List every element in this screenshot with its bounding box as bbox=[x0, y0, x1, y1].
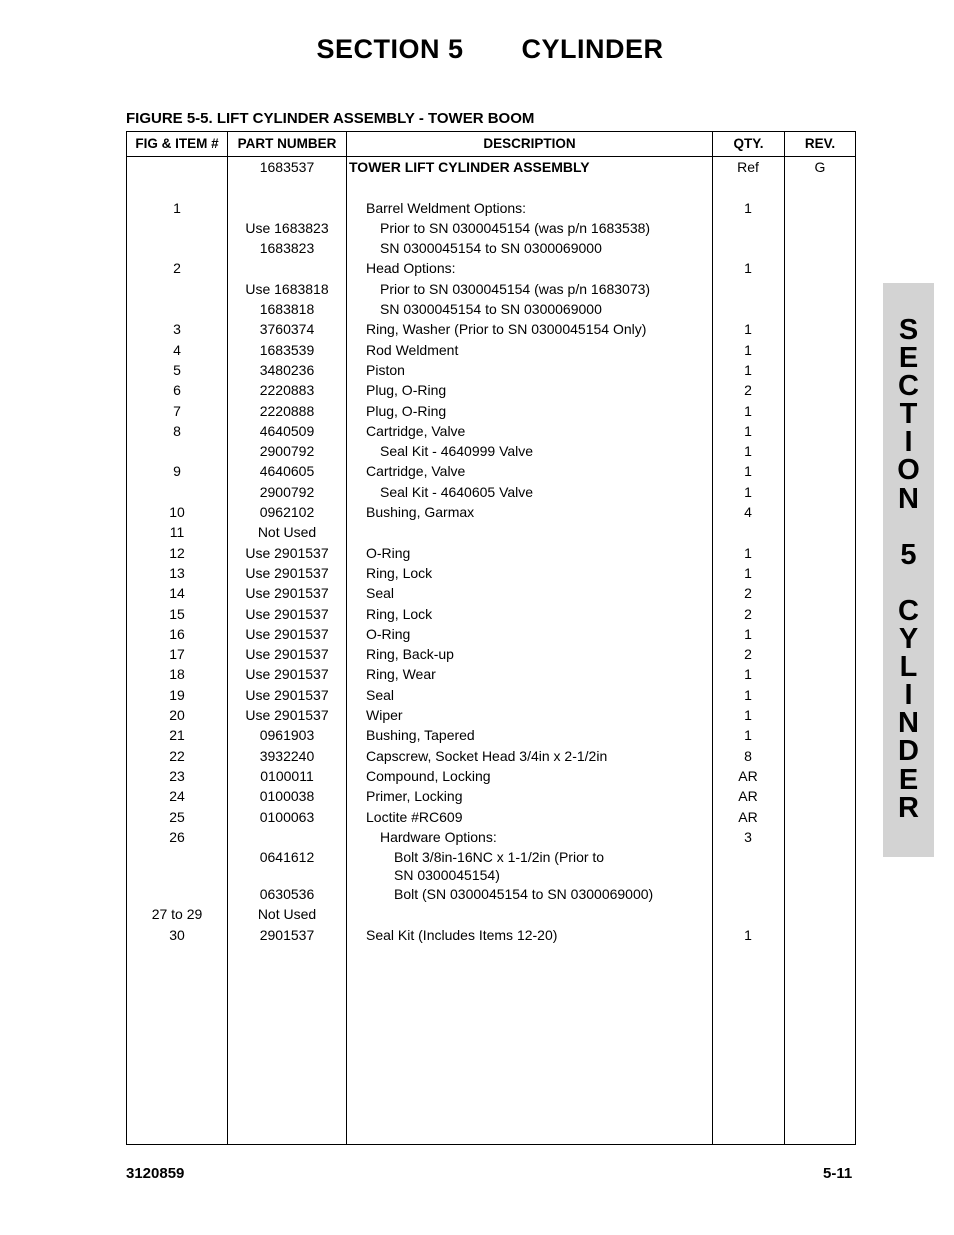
item-cell: 8 bbox=[173, 422, 181, 439]
description-cell bbox=[349, 503, 726, 521]
item-cell: 4 bbox=[173, 341, 181, 358]
description-line: Barrel Weldment Options: bbox=[366, 199, 527, 216]
table-header bbox=[127, 132, 855, 157]
qty-cell: 1 bbox=[744, 443, 752, 460]
table-row bbox=[127, 827, 855, 847]
table-row bbox=[127, 461, 855, 481]
description-cell bbox=[349, 483, 740, 501]
qty-cell: 1 bbox=[744, 422, 752, 439]
part-number-cell: Not Used bbox=[257, 906, 317, 923]
table-row bbox=[127, 705, 855, 725]
table-row bbox=[127, 177, 855, 197]
item-cell: 1 bbox=[173, 199, 181, 216]
part-number-cell: Use 2901537 bbox=[245, 707, 329, 724]
description-line: Seal Kit - 4640999 Valve bbox=[380, 443, 534, 460]
qty-cell: 1 bbox=[744, 361, 752, 378]
part-number-cell: Use 2901537 bbox=[245, 605, 329, 622]
parts-table bbox=[126, 131, 856, 1145]
item-cell: 18 bbox=[169, 666, 185, 683]
qty-cell: AR bbox=[738, 767, 758, 784]
qty-cell: 1 bbox=[744, 625, 752, 642]
description-line: Capscrew, Socket Head 3/4in x 2-1/2in bbox=[366, 747, 608, 764]
description-line: Seal Kit (Includes Items 12-20) bbox=[366, 926, 558, 943]
part-number-cell: 0641612 bbox=[259, 849, 315, 866]
part-number-cell: 1683823 bbox=[259, 240, 315, 257]
item-cell: 13 bbox=[169, 564, 185, 581]
part-number-cell: 2900792 bbox=[259, 483, 315, 500]
part-number-cell: 1683539 bbox=[259, 341, 315, 358]
description-cell bbox=[349, 885, 754, 903]
qty-cell: 1 bbox=[744, 926, 752, 943]
table-row bbox=[127, 522, 855, 542]
section-label: SECTION 5 bbox=[316, 34, 464, 64]
qty-cell: 1 bbox=[744, 666, 752, 683]
description-line-continued: SN 0300045154) bbox=[394, 867, 500, 884]
side-tab-label: S E C T I O N 5 C Y L I N D E R bbox=[897, 314, 920, 824]
description-line: Bushing, Tapered bbox=[366, 727, 475, 744]
qty-cell: 4 bbox=[744, 504, 752, 521]
qty-cell: 1 bbox=[744, 686, 752, 703]
description-cell bbox=[349, 300, 740, 318]
description-cell bbox=[349, 848, 754, 884]
item-cell: 3 bbox=[173, 321, 181, 338]
section-side-tab bbox=[883, 283, 934, 857]
description-cell bbox=[349, 747, 726, 765]
part-number-cell: 3932240 bbox=[259, 747, 315, 764]
description-line: Bolt (SN 0300045154 to SN 0300069000) bbox=[394, 886, 654, 903]
description-line: Compound, Locking bbox=[366, 767, 491, 784]
description-line: Ring, Washer (Prior to SN 0300045154 Only) bbox=[366, 321, 647, 338]
header-part-number: PART NUMBER bbox=[237, 136, 337, 151]
description-line: Loctite #RC609 bbox=[366, 808, 463, 825]
qty-cell: 1 bbox=[744, 199, 752, 216]
description-cell bbox=[349, 544, 726, 562]
description-cell bbox=[349, 605, 726, 623]
description-line: Head Options: bbox=[366, 260, 456, 277]
qty-cell: 2 bbox=[744, 382, 752, 399]
table-row bbox=[127, 644, 855, 664]
part-number-cell: Use 2901537 bbox=[245, 646, 329, 663]
item-cell: 24 bbox=[169, 788, 185, 805]
description-line: O-Ring bbox=[366, 625, 411, 642]
table-row bbox=[127, 238, 855, 258]
item-cell: 12 bbox=[169, 544, 185, 561]
qty-cell: 2 bbox=[744, 585, 752, 602]
description-cell bbox=[349, 645, 726, 663]
table-row bbox=[127, 766, 855, 786]
description-cell bbox=[349, 422, 726, 440]
description-cell bbox=[349, 665, 726, 683]
item-cell: 10 bbox=[169, 504, 185, 521]
item-cell: 15 bbox=[169, 605, 185, 622]
description-cell bbox=[349, 686, 726, 704]
description-cell bbox=[349, 767, 726, 785]
part-number-cell: 0630536 bbox=[259, 886, 315, 903]
document-number: 3120859 bbox=[126, 1165, 185, 1182]
description-line: Ring, Wear bbox=[366, 666, 436, 683]
table-row bbox=[127, 725, 855, 745]
description-cell bbox=[349, 219, 740, 237]
description-line: Hardware Options: bbox=[380, 828, 497, 845]
part-number-cell: Use 1683823 bbox=[245, 219, 329, 236]
qty-cell: 2 bbox=[744, 605, 752, 622]
description-line: Seal bbox=[366, 686, 395, 703]
description-cell bbox=[349, 706, 726, 724]
qty-cell: 2 bbox=[744, 646, 752, 663]
item-cell: 7 bbox=[173, 402, 181, 419]
description-line: Wiper bbox=[366, 707, 403, 724]
qty-cell: 1 bbox=[744, 707, 752, 724]
description-cell bbox=[349, 828, 740, 846]
item-cell: 17 bbox=[169, 646, 185, 663]
description-cell bbox=[349, 259, 726, 277]
description-cell bbox=[349, 584, 726, 602]
qty-cell: 1 bbox=[744, 321, 752, 338]
description-line: TOWER LIFT CYLINDER ASSEMBLY bbox=[349, 159, 590, 175]
table-row bbox=[127, 340, 855, 360]
part-number-cell: 0100038 bbox=[259, 788, 315, 805]
item-cell: 26 bbox=[169, 828, 185, 845]
table-row bbox=[127, 904, 855, 924]
description-line: Bolt 3/8in-16NC x 1-1/2in (Prior to bbox=[394, 849, 605, 866]
part-number-cell: 4640605 bbox=[259, 463, 315, 480]
table-row bbox=[127, 746, 855, 766]
table-row bbox=[127, 380, 855, 400]
table-row bbox=[127, 218, 855, 238]
part-number-cell: 1683818 bbox=[259, 301, 315, 318]
table-row bbox=[127, 847, 855, 884]
part-number-cell: 0100011 bbox=[260, 767, 314, 784]
qty-cell: 1 bbox=[744, 260, 752, 277]
table-body bbox=[127, 157, 855, 945]
table-row bbox=[127, 624, 855, 644]
description-cell bbox=[349, 381, 726, 399]
description-cell bbox=[349, 320, 726, 338]
description-line: Rod Weldment bbox=[366, 341, 459, 358]
description-line: Prior to SN 0300045154 (was p/n 1683073) bbox=[380, 280, 651, 297]
part-number-cell: 2220883 bbox=[259, 382, 315, 399]
qty-cell: AR bbox=[738, 808, 758, 825]
table-row bbox=[127, 685, 855, 705]
description-line: O-Ring bbox=[366, 544, 411, 561]
header-item: FIG & ITEM # bbox=[135, 136, 219, 151]
qty-cell: 1 bbox=[744, 483, 752, 500]
table-row bbox=[127, 807, 855, 827]
table-row bbox=[127, 884, 855, 904]
description-line: Ring, Back-up bbox=[366, 646, 454, 663]
description-cell bbox=[349, 402, 726, 420]
item-cell: 23 bbox=[169, 767, 185, 784]
qty-cell: 1 bbox=[744, 463, 752, 480]
description-cell bbox=[349, 787, 726, 805]
part-number-cell: 3760374 bbox=[259, 321, 315, 338]
description-cell bbox=[349, 726, 726, 744]
part-number-cell: 2901537 bbox=[259, 926, 315, 943]
description-line: Primer, Locking bbox=[366, 788, 463, 805]
item-cell: 30 bbox=[169, 926, 185, 943]
table-row bbox=[127, 258, 855, 278]
description-cell bbox=[349, 808, 726, 826]
description-cell bbox=[349, 926, 726, 944]
part-number-cell: 0100063 bbox=[259, 808, 315, 825]
table-row bbox=[127, 441, 855, 461]
qty-cell: 1 bbox=[744, 341, 752, 358]
item-cell: 14 bbox=[169, 585, 185, 602]
part-number-cell: Use 2901537 bbox=[245, 625, 329, 642]
part-number-cell: Use 2901537 bbox=[245, 564, 329, 581]
item-cell: 20 bbox=[169, 707, 185, 724]
table-row bbox=[127, 482, 855, 502]
item-cell: 6 bbox=[173, 382, 181, 399]
item-cell: 16 bbox=[169, 625, 185, 642]
item-cell: 27 to 29 bbox=[151, 906, 203, 923]
description-line: Prior to SN 0300045154 (was p/n 1683538) bbox=[380, 219, 651, 236]
part-number-cell: Use 1683818 bbox=[245, 280, 329, 297]
description-line: SN 0300045154 to SN 0300069000 bbox=[380, 240, 602, 257]
item-cell: 25 bbox=[169, 808, 185, 825]
description-cell bbox=[349, 158, 709, 176]
description-line: Seal Kit - 4640605 Valve bbox=[380, 483, 534, 500]
table-row bbox=[127, 421, 855, 441]
description-cell bbox=[349, 462, 726, 480]
qty-cell: AR bbox=[738, 788, 758, 805]
figure-title: FIGURE 5-5. LIFT CYLINDER ASSEMBLY - TOWER BOOM bbox=[126, 110, 535, 127]
rev-cell: G bbox=[814, 159, 826, 175]
table-row bbox=[127, 604, 855, 624]
section-name: CYLINDER bbox=[521, 34, 664, 64]
part-number-cell: Use 2901537 bbox=[245, 585, 329, 602]
item-cell: 19 bbox=[169, 686, 185, 703]
part-number-cell: 4640509 bbox=[259, 422, 315, 439]
description-cell bbox=[349, 341, 726, 359]
item-cell: 22 bbox=[169, 747, 185, 764]
part-number-cell: Use 2901537 bbox=[245, 686, 329, 703]
table-row bbox=[127, 319, 855, 339]
qty-cell: 3 bbox=[744, 828, 752, 845]
description-cell bbox=[349, 625, 726, 643]
description-line: Plug, O-Ring bbox=[366, 402, 447, 419]
header-rev: REV. bbox=[804, 136, 836, 151]
item-cell: 5 bbox=[173, 361, 181, 378]
table-row bbox=[127, 198, 855, 218]
table-row bbox=[127, 157, 855, 177]
description-line: Plug, O-Ring bbox=[366, 382, 447, 399]
table-row bbox=[127, 786, 855, 806]
table-row bbox=[127, 401, 855, 421]
qty-cell: 1 bbox=[744, 564, 752, 581]
part-number-cell: 0962102 bbox=[259, 504, 315, 521]
qty-cell: Ref bbox=[737, 159, 759, 175]
description-cell bbox=[349, 361, 726, 379]
description-line: Cartridge, Valve bbox=[366, 422, 466, 439]
part-number-cell: 3480236 bbox=[259, 361, 315, 378]
part-number-cell: 2900792 bbox=[259, 443, 315, 460]
description-line: Seal bbox=[366, 585, 395, 602]
description-cell bbox=[349, 239, 740, 257]
description-cell bbox=[349, 564, 726, 582]
description-line: Cartridge, Valve bbox=[366, 463, 466, 480]
item-cell: 2 bbox=[173, 260, 181, 277]
table-row bbox=[127, 279, 855, 299]
page-number: 5-11 bbox=[823, 1165, 853, 1182]
qty-cell: 1 bbox=[744, 727, 752, 744]
description-cell bbox=[349, 280, 740, 298]
page-title bbox=[0, 34, 954, 65]
description-line: Ring, Lock bbox=[366, 564, 433, 581]
part-number-cell: 1683537 bbox=[259, 159, 315, 175]
description-line: Ring, Lock bbox=[366, 605, 433, 622]
header-description: DESCRIPTION bbox=[483, 136, 576, 151]
part-number-cell: Use 2901537 bbox=[245, 666, 329, 683]
qty-cell: 8 bbox=[744, 747, 752, 764]
item-cell: 21 bbox=[169, 727, 185, 744]
item-cell: 11 bbox=[169, 524, 185, 541]
description-line: Piston bbox=[366, 361, 405, 378]
qty-cell: 1 bbox=[744, 402, 752, 419]
part-number-cell: 2220888 bbox=[259, 402, 315, 419]
description-line: Bushing, Garmax bbox=[366, 504, 475, 521]
part-number-cell: 0961903 bbox=[259, 727, 315, 744]
table-row bbox=[127, 563, 855, 583]
header-qty: QTY. bbox=[733, 136, 764, 151]
description-cell bbox=[349, 199, 726, 217]
part-number-cell: Use 2901537 bbox=[245, 544, 329, 561]
part-number-cell: Not Used bbox=[257, 524, 317, 541]
table-row bbox=[127, 360, 855, 380]
description-line: SN 0300045154 to SN 0300069000 bbox=[380, 301, 602, 318]
table-row bbox=[127, 664, 855, 684]
table-row bbox=[127, 583, 855, 603]
table-row bbox=[127, 299, 855, 319]
table-row bbox=[127, 925, 855, 945]
item-cell: 9 bbox=[173, 463, 181, 480]
description-cell bbox=[349, 442, 740, 460]
qty-cell: 1 bbox=[744, 544, 752, 561]
table-row bbox=[127, 502, 855, 522]
table-row bbox=[127, 543, 855, 563]
